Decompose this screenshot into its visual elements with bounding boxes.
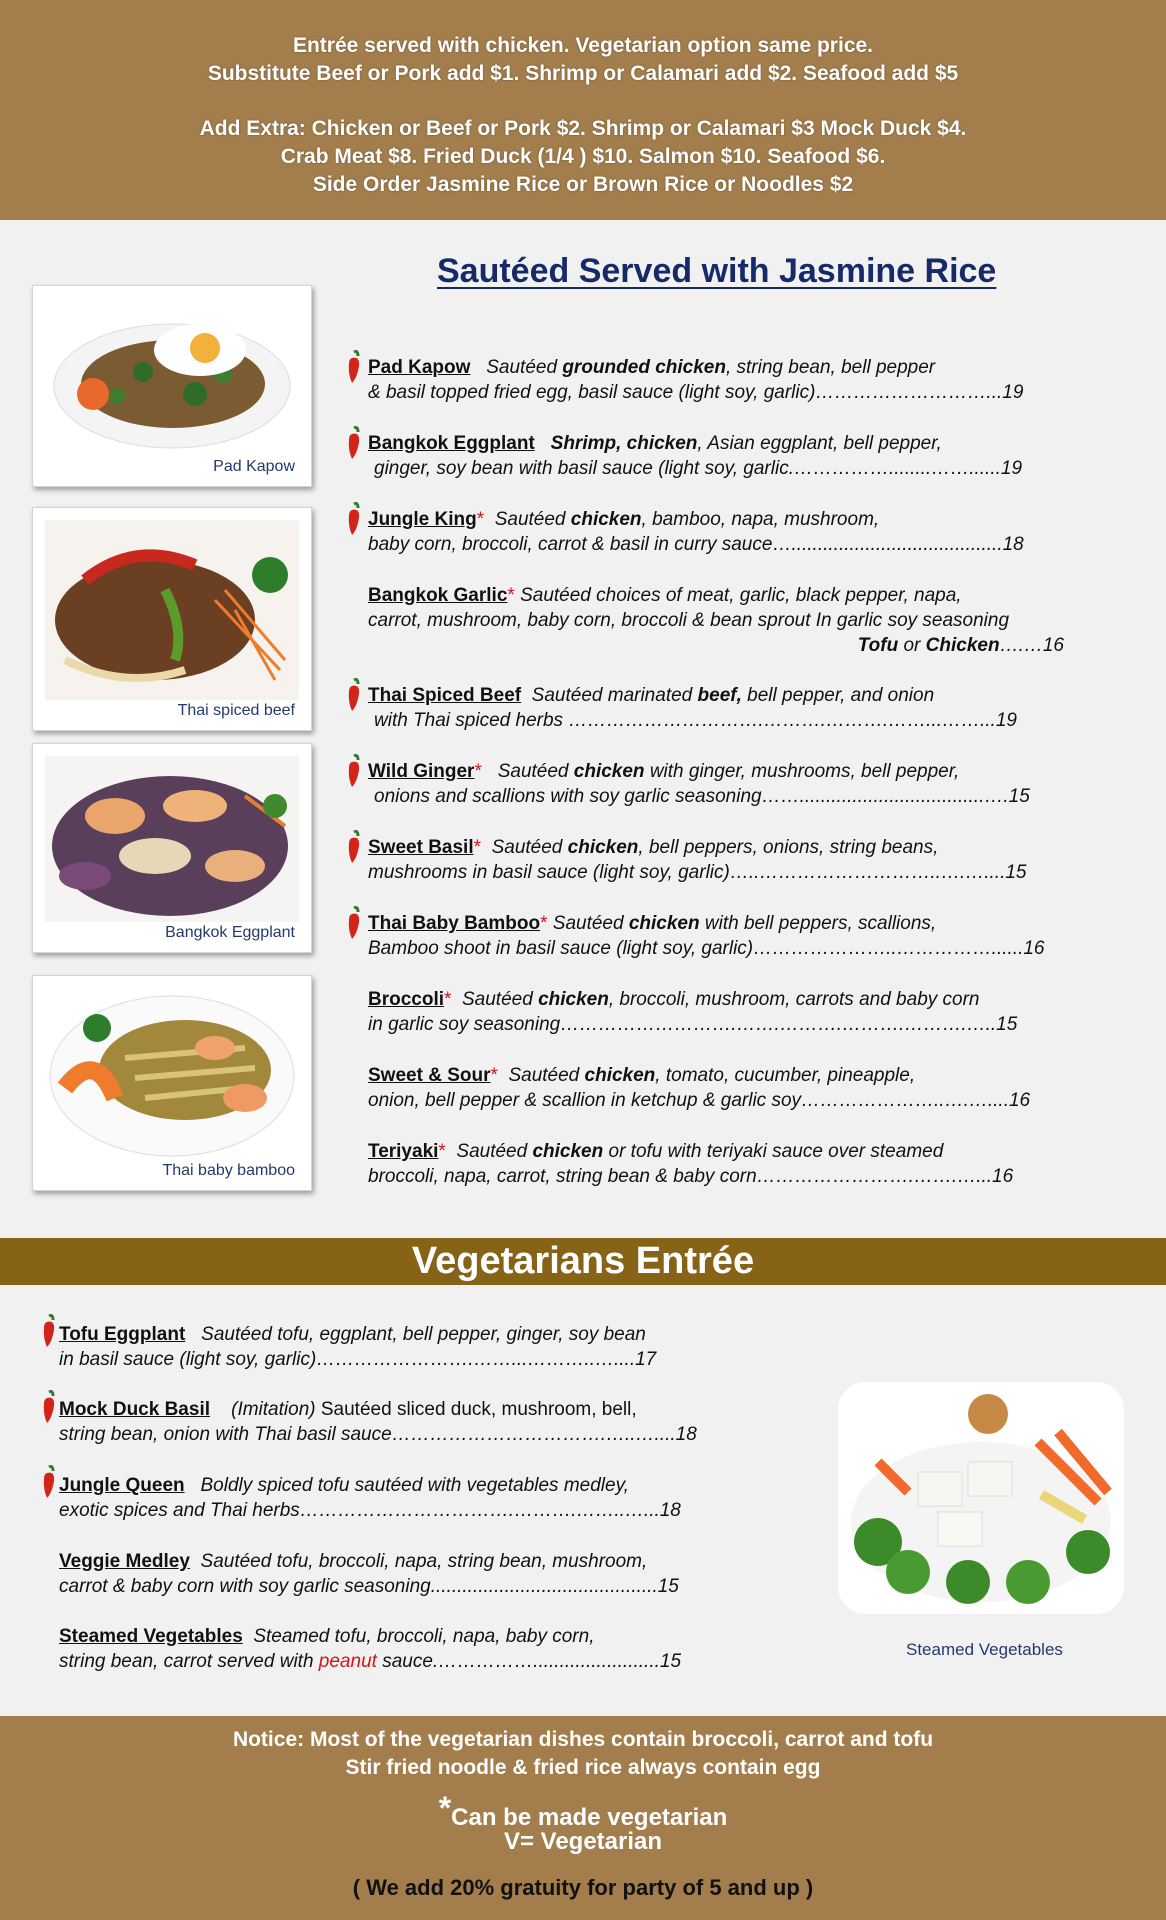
item-description: carrot, mushroom, baby corn, broccoli & bean sprout In garlic soy seasoning	[368, 610, 1010, 631]
thai-spiced-beef-photo	[32, 507, 312, 731]
photo-caption: Thai spiced beef	[177, 702, 295, 719]
item-name: Broccoli	[368, 989, 445, 1010]
photo-caption: Thai baby bamboo	[162, 1162, 295, 1179]
notice-line: Can be made vegetarian	[451, 1804, 728, 1831]
menu-item: Tofu Eggplant Sautéed tofu, eggplant, bell pepper, ginger, soy bean in basil sauce (light soy, garlic)…………………….……...………..…....17	[59, 1324, 657, 1370]
vegetarian-section-title: Vegetarians Entrée	[0, 1238, 1166, 1285]
item-name: Thai Spiced Beef	[368, 685, 522, 706]
item-name: Teriyaki	[368, 1141, 439, 1162]
menu-item: Broccoli* Sautéed chicken, broccoli, mushroom, carrots and baby corn in garlic soy seasoning……………………….…….……….……….……….…..15	[368, 989, 1018, 1035]
item-name: Veggie Medley	[59, 1551, 190, 1572]
steamed-vegetables-photo	[838, 1382, 1124, 1614]
item-name: Steamed Vegetables	[59, 1626, 243, 1647]
chili-pepper-icon	[346, 350, 364, 384]
notice-line: Substitute Beef or Pork add $1. Shrimp or Calamari add $2. Seafood add $5	[207, 62, 959, 85]
top-notice-banner	[0, 0, 1166, 220]
photo-caption: Bangkok Eggplant	[165, 924, 295, 941]
menu-item: Bangkok Garlic* Sautéed choices of meat, garlic, black pepper, napa, carrot, mushroom, baby corn, broccoli & bean sprout In garlic soy seasoning Tofu or Chicken….…16	[368, 583, 1098, 658]
item-name: Bangkok Garlic	[368, 585, 508, 606]
notice-line: V= Vegetarian	[503, 1828, 663, 1855]
chili-pepper-icon	[41, 1314, 59, 1348]
item-description: in basil sauce (light soy, garlic)…………………….……...………..…....17	[59, 1349, 657, 1370]
menu-item: Jungle Queen Boldly spiced tofu sautéed with vegetables medley, exotic spices and Thai herbs…………………………….……….……..…...18	[59, 1475, 681, 1521]
item-name: Mock Duck Basil	[59, 1399, 210, 1420]
item-description: onion, bell pepper & scallion in ketchup & garlic soy…………………..….…....16	[368, 1090, 1031, 1111]
item-description: baby corn, broccoli, carrot & basil in curry sauce…........................................18	[368, 534, 1024, 555]
item-name: Tofu Eggplant	[59, 1324, 186, 1345]
chili-pepper-icon	[41, 1465, 59, 1499]
gratuity-notice: ( We add 20% gratuity for party of 5 and up )	[352, 1875, 814, 1900]
pad-kapow-photo	[32, 285, 312, 487]
thai-baby-bamboo-photo	[32, 975, 312, 1191]
photo-caption: Steamed Vegetables	[906, 1640, 1063, 1659]
chili-pepper-icon	[346, 426, 364, 460]
chili-pepper-icon	[346, 502, 364, 536]
menu-item: Jungle King* Sautéed chicken, bamboo, napa, mushroom, baby corn, broccoli, carrot & basil in curry sauce…........................................18	[368, 509, 1024, 555]
bangkok-eggplant-photo	[32, 743, 312, 953]
menu-item: Veggie Medley Sautéed tofu, broccoli, napa, string bean, mushroom, carrot & baby corn with soy garlic seasoning...........................................15	[59, 1551, 679, 1597]
notice-line: Stir fried noodle & fried rice always contain egg	[345, 1756, 821, 1779]
notice-line: Crab Meat $8. Fried Duck (1/4 ) $10. Salmon $10. Seafood $6.	[280, 145, 886, 168]
item-description: with Thai spiced herbs ………………………….……….……….……...……...19	[374, 710, 1017, 731]
item-description: string bean, onion with Thai basil sauce…………………………….…..…....18	[59, 1424, 697, 1445]
chili-pepper-icon	[346, 906, 364, 940]
menu-item: Bangkok Eggplant Shrimp, chicken, Asian eggplant, bell pepper, ginger, soy bean with basil sauce (light soy, garlic.……………........……......19	[368, 433, 1023, 479]
chili-pepper-icon	[346, 754, 364, 788]
item-description: onions and scallions with soy garlic seasoning……...................................….15	[374, 786, 1030, 807]
item-description: Bamboo shoot in basil sauce (light soy, garlic)…………………..……………......16	[368, 938, 1045, 959]
menu-item: Thai Spiced Beef Sautéed marinated beef, bell pepper, and onion with Thai spiced herbs ………………………….……….……….……...……...19	[368, 685, 1017, 731]
item-description: in garlic soy seasoning……………………….…….……….……….……….…..15	[368, 1014, 1018, 1035]
item-description: ginger, soy bean with basil sauce (light soy, garlic.……………........……......19	[374, 458, 1023, 479]
item-name: Wild Ginger	[368, 761, 475, 782]
notice-line: Entrée served with chicken. Vegetarian option same price.	[292, 34, 874, 57]
item-name: Jungle King	[368, 509, 477, 530]
menu-item: Thai Baby Bamboo* Sautéed chicken with bell peppers, scallions, Bamboo shoot in basil sauce (light soy, garlic)…………………..……………......16	[368, 913, 1045, 959]
menu-item: Pad Kapow Sautéed grounded chicken, string bean, bell pepper & basil topped fried egg, basil sauce (light soy, garlic)………………………...19	[368, 357, 1024, 403]
item-name: Jungle Queen	[59, 1475, 185, 1496]
menu-item: Teriyaki* Sautéed chicken or tofu with teriyaki sauce over steamed broccoli, napa, carrot, string bean & baby corn…………………….…….…...16	[368, 1141, 1014, 1187]
item-description: mushrooms in basil sauce (light soy, garlic)…..………………………..….…....15	[368, 862, 1027, 883]
notice-line: Add Extra: Chicken or Beef or Pork $2. Shrimp or Calamari $3 Mock Duck $4.	[199, 117, 967, 140]
menu-item: Wild Ginger* Sautéed chicken with ginger, mushrooms, bell pepper, onions and scallions with soy garlic seasoning……...................................….15	[368, 761, 1030, 807]
vegetarian-star: *	[438, 1790, 452, 1826]
item-name: Bangkok Eggplant	[368, 433, 535, 454]
menu-item: Mock Duck Basil (Imitation) Sautéed sliced duck, mushroom, bell, string bean, onion with Thai basil sauce…………………………….…..…....18	[59, 1399, 697, 1445]
notice-line: Notice: Most of the vegetarian dishes contain broccoli, carrot and tofu	[232, 1728, 934, 1751]
chili-pepper-icon	[346, 830, 364, 864]
menu-item: Steamed Vegetables Steamed tofu, broccoli, napa, baby corn, string bean, carrot served with peanut sauce.……………........................15	[59, 1626, 682, 1672]
chili-pepper-icon	[346, 678, 364, 712]
photo-caption: Pad Kapow	[213, 458, 295, 475]
item-description: broccoli, napa, carrot, string bean & baby corn…………………….…….…...16	[368, 1166, 1014, 1187]
menu-item: Sweet Basil* Sautéed chicken, bell peppers, onions, string beans, mushrooms in basil sauce (light soy, garlic)…..………………………..….…....15	[368, 837, 1027, 883]
item-name: Sweet Basil	[368, 837, 474, 858]
item-description: & basil topped fried egg, basil sauce (light soy, garlic)………………………...19	[368, 382, 1024, 403]
menu-item: Sweet & Sour* Sautéed chicken, tomato, cucumber, pineapple, onion, bell pepper & scallion in ketchup & garlic soy…………………..….…....16	[368, 1065, 1031, 1111]
item-description: exotic spices and Thai herbs…………………………….……….……..…...18	[59, 1500, 681, 1521]
item-description: carrot & baby corn with soy garlic seasoning...........................................15	[59, 1576, 679, 1597]
item-name: Sweet & Sour	[368, 1065, 491, 1086]
item-name: Thai Baby Bamboo	[368, 913, 541, 934]
item-name: Pad Kapow	[368, 357, 471, 378]
bottom-notice-banner	[0, 1716, 1166, 1920]
sauteed-section-title: Sautéed Served with Jasmine Rice	[437, 252, 997, 290]
chili-pepper-icon	[41, 1390, 59, 1424]
item-description: string bean, carrot served with peanut sauce.……………........................15	[59, 1651, 682, 1672]
notice-line: Side Order Jasmine Rice or Brown Rice or Noodles $2	[312, 173, 854, 196]
